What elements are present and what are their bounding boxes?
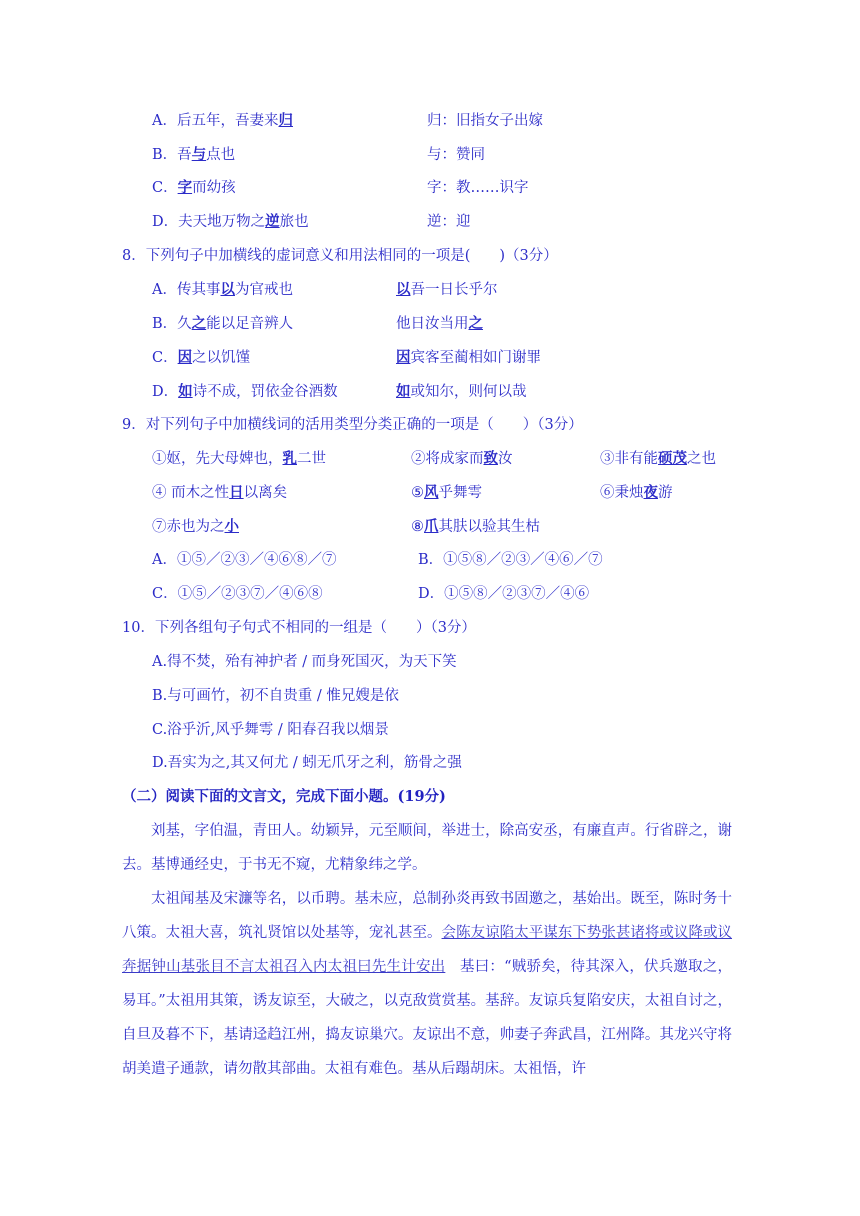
option-text: 他日汝当用 — [396, 316, 469, 332]
option-text: 诗不成，罚依金谷酒数 — [192, 384, 338, 400]
q7-option-b — [152, 145, 235, 165]
option-text: 或知尔，则何以哉 — [410, 384, 527, 400]
item-text: ③非有能 — [600, 451, 658, 467]
q10-option-b: B.与可画竹，初不自贵重 / 惟兄嫂是依 — [152, 688, 399, 704]
item-text: 其肤以验其生枯 — [438, 519, 540, 535]
q9-choice-d: D．①⑤⑧／②③⑦／④⑥ — [418, 586, 590, 602]
item-text: 二世 — [297, 451, 326, 467]
passage-paragraph-2 — [122, 882, 732, 1086]
option-text: B．吾 — [152, 147, 192, 163]
underlined-word: 逆 — [265, 213, 280, 230]
q9-item-6 — [600, 483, 673, 503]
option-text: C． — [152, 180, 178, 196]
option-text: A．后五年，吾妻来 — [152, 113, 279, 129]
underlined-word: 之 — [191, 315, 207, 332]
q8-option-d-left — [152, 382, 338, 402]
underlined-word: 爪 — [424, 518, 439, 535]
q9-item-7 — [152, 517, 239, 537]
item-text: ⑤ — [411, 485, 424, 501]
underlined-word: 如 — [178, 383, 193, 400]
q8-option-c-right — [396, 348, 541, 368]
q8-option-a-right — [396, 280, 498, 300]
option-text: 吾一日长乎尔 — [410, 282, 498, 298]
q9-choice-a: A．①⑤／②③／④⑥⑧／⑦ — [152, 552, 337, 568]
section-heading: （二）阅读下面的文言文，完成下面小题。(19分) — [122, 788, 446, 805]
item-text: 以离矣 — [243, 485, 288, 501]
item-text: 游 — [658, 485, 673, 501]
q9-item-1 — [152, 449, 326, 469]
q9-stem: 9．对下列句子中加横线词的活用类型分类正确的一项是（ ）（3分） — [122, 417, 583, 433]
passage-text: 太祖闻基及宋濂等名，以币聘。基未应，总制孙炎再致书固邀之，基始出。既至，陈时务十八策。太祖大喜，筑礼贤馆以处基等，宠礼甚至。 — [122, 891, 732, 941]
underlined-word: 硕茂 — [658, 450, 687, 467]
option-text: 之以饥馑 — [192, 350, 251, 366]
q7-gloss-d: 逆：迎 — [427, 214, 471, 230]
q9-choice-b: B．①⑤⑧／②③／④⑥／⑦ — [418, 552, 603, 568]
item-text: 之也 — [687, 451, 716, 467]
underlined-word: 之 — [468, 315, 483, 332]
underlined-word: 乳 — [282, 450, 297, 467]
item-text: 汝 — [498, 451, 513, 467]
q7-option-a — [152, 111, 293, 131]
q7-gloss-c: 字：教……识字 — [427, 180, 529, 196]
item-text: 乎舞雩 — [438, 485, 482, 501]
q7-gloss-a: 归：旧指女子出嫁 — [427, 113, 543, 129]
underlined-word: 风 — [424, 484, 439, 501]
q10-option-a: A.得不焚，殆有神护者 / 而身死国灭，为天下笑 — [152, 654, 457, 670]
option-text: B．久 — [152, 316, 192, 332]
option-text: D． — [152, 384, 179, 400]
q7-option-d — [152, 212, 309, 232]
option-text: 宾客至蔺相如门谢罪 — [410, 350, 541, 366]
q8-option-c-left — [152, 348, 250, 368]
option-text: 为官戒也 — [234, 282, 293, 298]
q8-option-b-right — [396, 314, 483, 334]
q9-item-3 — [600, 449, 716, 469]
underlined-word: 如 — [396, 383, 411, 400]
passage-text: 基曰：“贼骄矣，待其深入，伏兵邀取之，易耳。”太祖用其策，诱友谅至，大破之，以克敌赏赏基。基辞。友谅兵复陷安庆，太祖自讨之，自旦及暮不下，基请迳趋江州，捣友谅巢穴。友谅出不意，帅妻子奔武昌，江州降。其龙兴守将胡美遣子通款，请勿散其部曲。太祖有难色。基从后蹋胡床。太祖悟，许 — [122, 959, 732, 1077]
q9-item-2 — [411, 449, 513, 469]
underlined-word: 因 — [396, 349, 411, 366]
underlined-word: 因 — [177, 349, 193, 366]
item-text: ②将成家而 — [411, 451, 484, 467]
q8-option-b-left — [152, 314, 293, 334]
option-text: A．传其事 — [152, 282, 221, 298]
underlined-word: 归 — [278, 112, 293, 129]
underlined-word: 字 — [177, 179, 193, 196]
underlined-word: 以 — [396, 281, 411, 298]
underlined-passage: 会陈友谅陷太平谋东下势张甚诸将或议降或议奔据钟山基张目不言太祖召入内太祖曰先生计安出 — [122, 925, 733, 975]
q9-choice-c: C．①⑤／②③⑦／④⑥⑧ — [152, 586, 323, 602]
q10-option-c: C.浴乎沂,风乎舞雩 / 阳春召我以烟景 — [152, 722, 389, 738]
underlined-word: 与 — [191, 146, 207, 163]
passage-paragraph-1: 刘基，字伯温，青田人。幼颖异，元至顺间，举进士，除高安丞，有廉直声。行省辟之，谢去。基博通经史，于书无不窥，尤精象纬之学。 — [122, 823, 732, 873]
option-text: C． — [152, 350, 178, 366]
q8-stem: 8．下列句子中加横线的虚词意义和用法相同的一项是( )（3分） — [122, 248, 558, 264]
q10-option-d: D.吾实为之,其又何尤 / 蚓无爪牙之利，筋骨之强 — [152, 755, 462, 771]
q7-option-c — [152, 178, 236, 198]
item-text: ⑧ — [411, 519, 424, 535]
underlined-word: 夜 — [643, 484, 658, 501]
option-text: 点也 — [206, 147, 236, 163]
item-text: ⑥秉烛 — [600, 485, 644, 501]
option-text: 而幼孩 — [192, 180, 236, 196]
option-text: 能以足音辨人 — [206, 316, 294, 332]
q8-option-d-right — [396, 382, 527, 402]
q9-item-8 — [411, 517, 540, 537]
q8-option-a-left — [152, 280, 293, 300]
option-text: D．夫天地万物之 — [152, 214, 266, 230]
underlined-word: 日 — [229, 484, 244, 501]
underlined-word: 小 — [224, 518, 239, 535]
underlined-word: 以 — [220, 281, 235, 298]
q7-gloss-b: 与：赞同 — [427, 147, 485, 163]
q9-item-4 — [152, 483, 287, 503]
underlined-word: 致 — [483, 450, 498, 467]
item-text: ⑦赤也为之 — [152, 519, 225, 535]
q10-stem: 10．下列各组句子句式不相同的一组是（ ）（3分） — [122, 620, 476, 636]
q9-item-5 — [411, 483, 482, 503]
item-text: ④ 而木之性 — [152, 485, 230, 501]
item-text: ①妪，先大母婢也， — [152, 451, 283, 467]
option-text: 旅也 — [279, 214, 309, 230]
